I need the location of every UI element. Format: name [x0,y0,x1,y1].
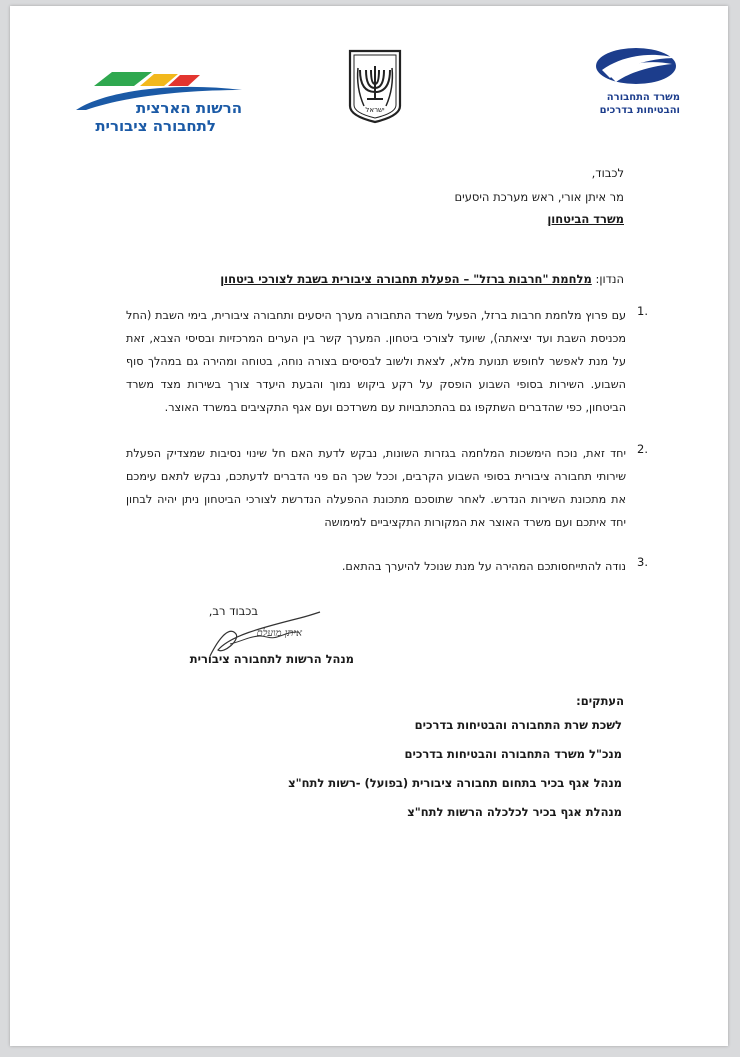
document-page [10,6,728,1046]
paragraph-text: עם פרוץ מלחמת חרבות ברזל, הפעיל משרד התחבורה מערך היסעים ותחבורה ציבורית, בימי השבת (החל מכניסת השבת ועד יציאתה), שיועד לצורכי ביטחון. המערך קשר בין הערים המרכזיות ובסיסי הצבא, זאת על מנת לאפשר לחופש תנועת מלא, לצאת ולשוב לבסיסים בצורה נוחה, בטוחה ומהירה גם במהלך סוף השבוע. השירות בסופי השבוע הופסק על רקע ביקוש נמוך והבעת היעדר צורך בשירות מצד משרד הביטחון, כפי שהדברים השתקפו גם בהתכתבויות עם משרדכם ועם אגף התקציבים במשרד האוצר. [126,309,626,414]
subject-text: מלחמת "חרבות ברזל" – הפעלת תחבורה ציבורית בשבת לצורכי ביטחון [220,272,592,286]
signed-name: איתן מועלם [256,628,302,639]
copies-item: מנהלת אגף בכיר לכלכלה הרשות לתח"צ [407,805,622,819]
subject-line [220,272,624,286]
copies-heading: העתקים: [576,694,624,708]
public-transport-authority-logo [66,60,256,140]
signer-title: מנהל הרשות לתחבורה ציבורית [189,652,354,666]
recipient-office: משרד הביטחון [547,212,624,226]
paragraph-text: נודה להתייחסותכם המהירה על מנת שנוכל להיערך בהתאם. [341,560,626,573]
paragraph-number: 2. [637,442,648,456]
state-emblem-icon [346,48,404,124]
paragraph-2 [126,442,648,534]
paragraph-number: 1. [637,304,648,318]
salutation: לכבוד, [591,166,624,180]
ministry-of-transport-logo [584,44,684,134]
paragraph-1 [126,304,648,419]
copies-item: מנהל אגף בכיר בתחום תחבורה ציבורית (בפועל) -רשות לתח"צ [288,776,622,790]
paragraph-number: 3. [637,555,648,569]
logo-left-line1: הרשות הארצית [135,99,242,117]
ministry-swoosh-icon [584,44,680,90]
logo-right-line2: והבטיחות בדרכים [599,105,680,116]
paragraph-text: יחד זאת, נוכח הימשכות המלחמה בגזרות השונות, נבקש לדעת האם חל שינוי נסיבות שמצדיק הפעלת שירותי תחבורה ציבורית בסופי השבוע הקרבים, וככל שכך הם פני הדברים לדעתכם, נבקש לתאם עימכם את מתכונת השירות הנדרש. לאחר שתוסכם מתכונת ההפעלה הנדרשת לצורכי הביטחון ניתן יהיה לבחון יחד איתכם ועם משרד האוצר את המקורות התקציביים למימושה [126,447,626,529]
copies-item: לשכת שרת התחבורה והבטיחות בדרכים [414,718,622,732]
logo-left-line2: לתחבורה ציבורית [95,117,216,135]
paragraph-3 [126,555,648,578]
logo-right-line1: משרד התחבורה [606,92,680,103]
recipient-name: מר איתן אורי, ראש מערכת היסעים [454,190,624,204]
copies-item: מנכ"ל משרד התחבורה והבטיחות בדרכים [404,747,622,761]
emblem-text: ישראל [365,106,385,114]
closing-regards: בכבוד רב, [208,604,258,618]
subject-prefix: הנדון: [595,272,624,286]
